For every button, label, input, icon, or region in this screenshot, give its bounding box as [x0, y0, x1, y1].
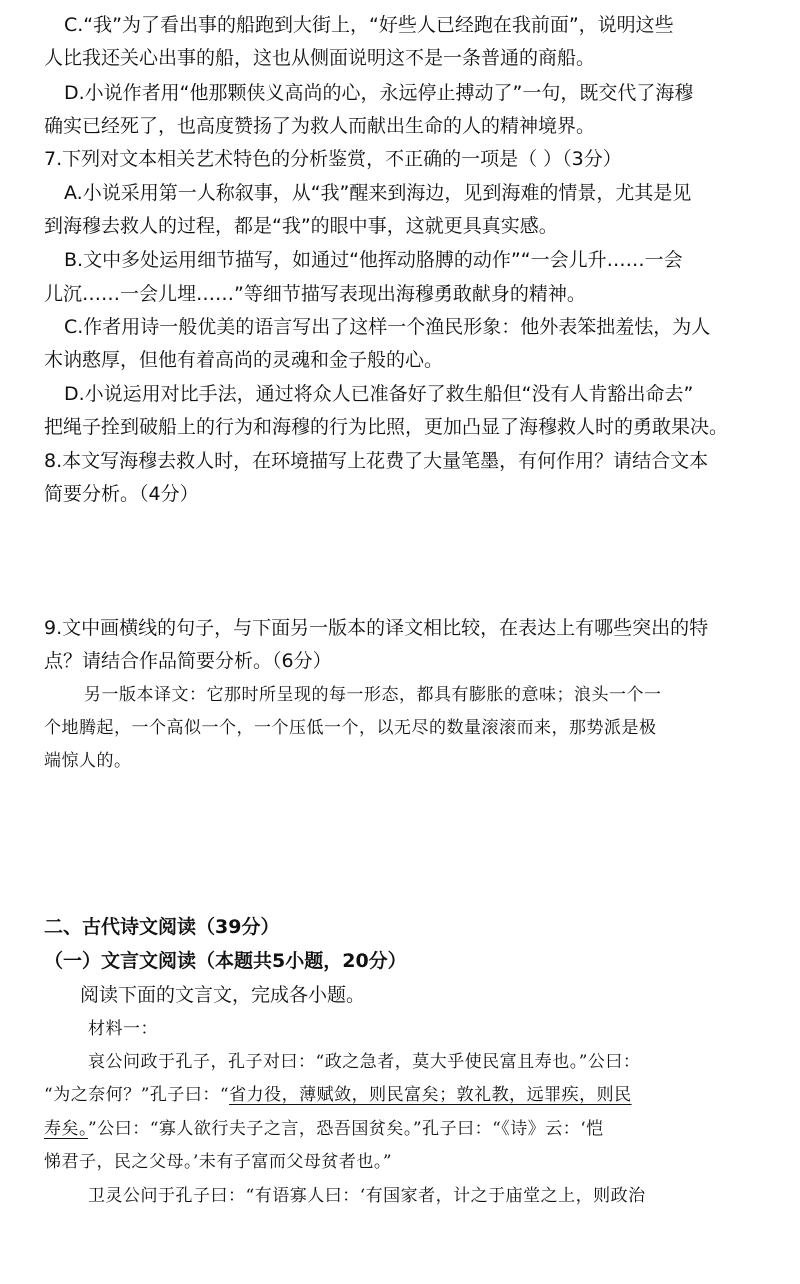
passage-p1-line-3-plain: ”公曰：“寡人欲行夫子之言，恐吾国贫矣。”孔子曰：“《诗》云：‘恺 — [88, 1119, 604, 1139]
q7-option-d-line-1: D.小说运用对比手法，通过将众人已准备好了救生船但“没有人肯豁出命去” — [64, 383, 694, 405]
q9-alt-translation-line-3: 端惊人的。 — [44, 751, 132, 771]
material-label: 材料一： — [88, 1019, 158, 1039]
q8-stem-line-1: 8.本文写海穆去救人时，在环境描写上花费了大量笔墨，有何作用？请结合文本 — [44, 450, 709, 472]
passage-p1-line-3 — [44, 1116, 604, 1142]
passage-p1-line-2-plain: “为之奈何？”孔子曰：“ — [44, 1085, 230, 1105]
reading-instruction: 阅读下面的文言文，完成各小题。 — [80, 984, 366, 1006]
q6-option-c-line-1: C.“我”为了看出事的船跑到大街上，“好些人已经跑在我前面”，说明这些 — [64, 14, 674, 36]
passage-p2-line-1: 卫灵公问于孔子曰：“有语寡人曰：‘有国家者，计之于庙堂之上，则政治 — [88, 1186, 646, 1206]
q7-stem: 7.下列对文本相关艺术特色的分析鉴赏，不正确的一项是（ ）（3分） — [44, 148, 622, 170]
q8-stem-line-2: 简要分析。（4分） — [44, 483, 199, 505]
q7-option-c-line-1: C.作者用诗一般优美的语言写出了这样一个渔民形象：他外表笨拙羞怯，为人 — [64, 316, 711, 338]
q6-option-d-line-1: D.小说作者用“他那颗侠义高尚的心，永远停止搏动了”一句，既交代了海穆 — [64, 82, 694, 104]
q9-alt-translation-line-1: 另一版本译文：它那时所呈现的每一形态，都具有膨胀的意味；浪头一个一 — [84, 685, 662, 705]
passage-p1-line-1: 哀公问政于孔子，孔子对曰：“政之急者，莫大乎使民富且寿也。”公曰： — [88, 1052, 641, 1072]
q6-option-c-line-2: 人比我还关心出事的船，这也从侧面说明这不是一条普通的商船。 — [44, 47, 596, 69]
underlined-sentence-part-2: 寿矣。 — [44, 1119, 88, 1139]
q9-alt-translation-line-2: 个地腾起，一个高似一个，一个压低一个，以无尽的数量滚滚而来，那势派是极 — [44, 718, 657, 738]
q7-option-a-line-1: A.小说采用第一人称叙事，从“我”醒来到海边，见到海难的情景，尤其是见 — [64, 182, 692, 204]
section-title: 二、古代诗文阅读（39分） — [44, 916, 280, 938]
q7-option-c-line-2: 木讷憨厚，但他有着高尚的灵魂和金子般的心。 — [44, 349, 444, 371]
q9-stem-line-2: 点？请结合作品简要分析。（6分） — [44, 650, 332, 672]
q7-option-a-line-2: 到海穆去救人的过程，都是“我”的眼中事，这就更具真实感。 — [44, 215, 558, 237]
underlined-sentence-part-1: 省力役，薄赋敛，则民富矣；敦礼教，远罪疾，则民 — [229, 1085, 632, 1105]
q6-option-d-line-2: 确实已经死了，也高度赞扬了为救人而献出生命的人的精神境界。 — [44, 115, 596, 137]
subsection-title: （一）文言文阅读（本题共5小题，20分） — [44, 950, 407, 972]
q7-option-b-line-1: B.文中多处运用细节描写，如通过“他挥动胳膊的动作”“一会儿升……一会 — [64, 249, 683, 271]
q7-option-b-line-2: 儿沉……一会儿埋……”等细节描写表现出海穆勇敢献身的精神。 — [44, 283, 586, 305]
passage-p1-line-2 — [44, 1082, 632, 1108]
q7-option-d-line-2: 把绳子拴到破船上的行为和海穆的行为比照，更加凸显了海穆救人时的勇敢果决。 — [44, 416, 729, 438]
passage-p1-line-4: 悌君子，民之父母。’未有子富而父母贫者也。” — [44, 1152, 393, 1172]
q9-stem-line-1: 9.文中画横线的句子，与下面另一版本的译文相比较，在表达上有哪些突出的特 — [44, 617, 709, 639]
